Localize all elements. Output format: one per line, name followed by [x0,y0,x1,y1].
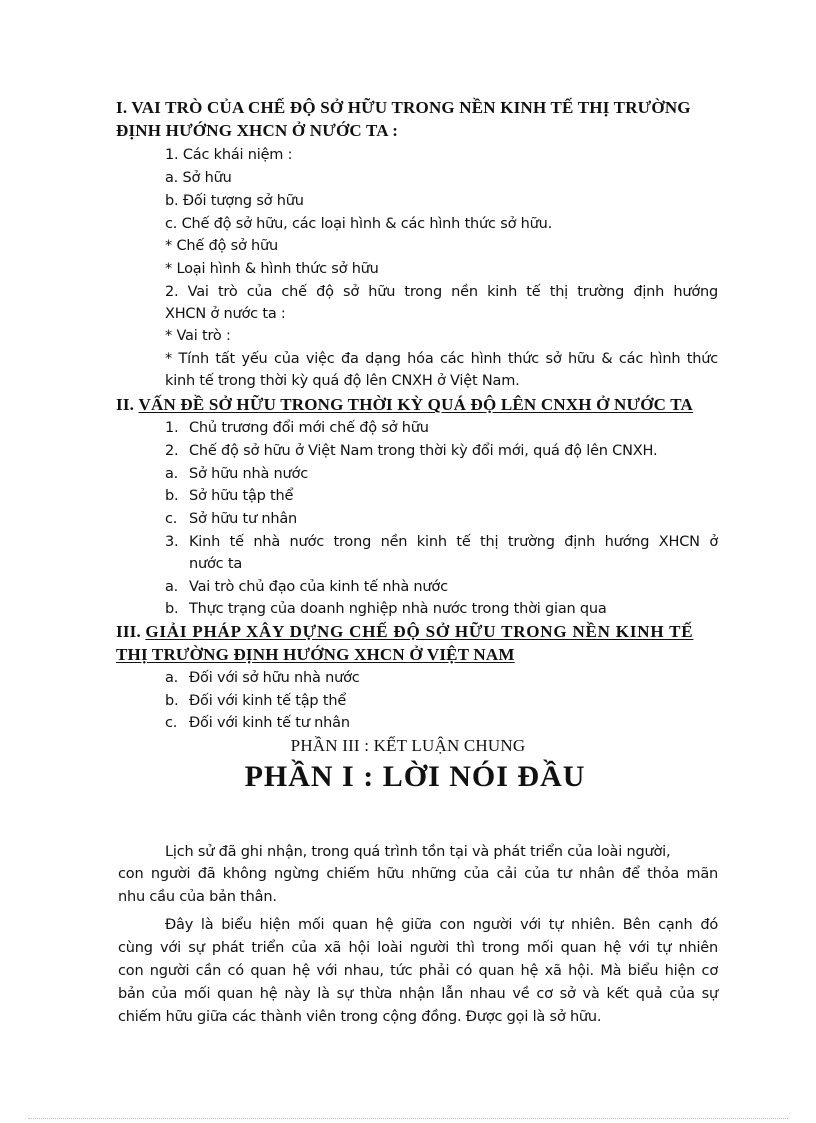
paragraph-line: cùng với sự phát triển của xã hội loài người thì trong mối quan hệ với tự nhiên [118,940,718,956]
toc-item: 1. Các khái niệm : [165,147,293,163]
paragraph-line: con người cần có quan hệ với nhau, tức phải có quan hệ xã hội. Mà biểu hiện cơ [118,963,718,979]
toc-item: c. Chế độ sở hữu, các loại hình & các hình thức sở hữu. [165,216,553,232]
toc-item: 3. Kinh tế nhà nước trong nền kinh tế thị trường định hướng XHCN ở [165,534,718,550]
page-bottom-divider [28,1118,788,1119]
paragraph-line: nhu cầu của bản thân. [118,889,277,905]
toc-item: a. Vai trò chủ đạo của kinh tế nhà nước [165,579,448,595]
paragraph-line: Lịch sử đã ghi nhận, trong quá trình tồn tại và phát triển của loài người, [165,844,671,860]
paragraph-line: con người đã không ngừng chiếm hữu những của cải của tư nhân để thỏa mãn [118,866,718,882]
section-2-title: II. VẤN ĐỀ SỞ HỮU TRONG THỜI KỲ QUÁ ĐỘ LÊN CNXH Ở NƯỚC TA [116,395,694,414]
section-3-title-cont: THỊ TRƯỜNG ĐỊNH HƯỚNG XHCN Ở VIỆT NAM [116,645,515,664]
section-1-title: I. VAI TRÒ CỦA CHẾ ĐỘ SỞ HỮU TRONG NỀN KINH TẾ THỊ TRƯỜNG [116,98,691,117]
toc-item: b. Đối với kinh tế tập thể [165,693,347,709]
toc-item: * Vai trò : [165,328,231,344]
toc-item: * Tính tất yếu của việc đa dạng hóa các hình thức sở hữu & các hình thức [165,351,718,367]
toc-item: XHCN ở nước ta : [165,306,286,322]
toc-item: a. Sở hữu nhà nước [165,466,308,482]
toc-item: kinh tế trong thời kỳ quá độ lên CNXH ở Việt Nam. [165,373,520,389]
toc-item: * Chế độ sở hữu [165,238,278,254]
toc-item: b. Đối tượng sở hữu [165,193,304,209]
page-heading: PHẦN I : LỜI NÓI ĐẦU [244,760,586,793]
paragraph-line: Đây là biểu hiện mối quan hệ giữa con người với tự nhiên. Bên cạnh đó [165,917,718,933]
toc-item: nước ta [189,556,243,572]
paragraph-line: chiếm hữu giữa các thành viên trong cộng đồng. Được gọi là sở hữu. [118,1009,602,1025]
toc-item: c. Sở hữu tư nhân [165,511,298,527]
toc-item: 1. Chủ trương đổi mới chế độ sở hữu [165,420,429,436]
toc-item: a. Sở hữu [165,170,232,186]
toc-item: b. Sở hữu tập thể [165,488,294,504]
toc-item: a. Đối với sở hữu nhà nước [165,670,360,686]
toc-item: b. Thực trạng của doanh nghiệp nhà nước trong thời gian qua [165,601,607,617]
toc-item: c. Đối với kinh tế tư nhân [165,715,350,731]
toc-item: 2. Vai trò của chế độ sở hữu trong nền kinh tế thị trường định hướng [165,284,718,300]
section-3-title: III. GIẢI PHÁP XÂY DỰNG CHẾ ĐỘ SỞ HỮU TRONG NỀN KINH TẾ [116,622,694,641]
section-1-title-cont: ĐỊNH HƯỚNG XHCN Ở NƯỚC TA : [116,121,399,140]
part-3-heading: PHẦN III : KẾT LUẬN CHUNG [290,736,526,755]
paragraph-line: bản của mối quan hệ này là sự thừa nhận lẫn nhau về cơ sở và kết quả của sự [118,986,718,1002]
toc-item: 2. Chế độ sở hữu ở Việt Nam trong thời kỳ đổi mới, quá độ lên CNXH. [165,443,658,459]
toc-item: * Loại hình & hình thức sở hữu [165,261,379,277]
